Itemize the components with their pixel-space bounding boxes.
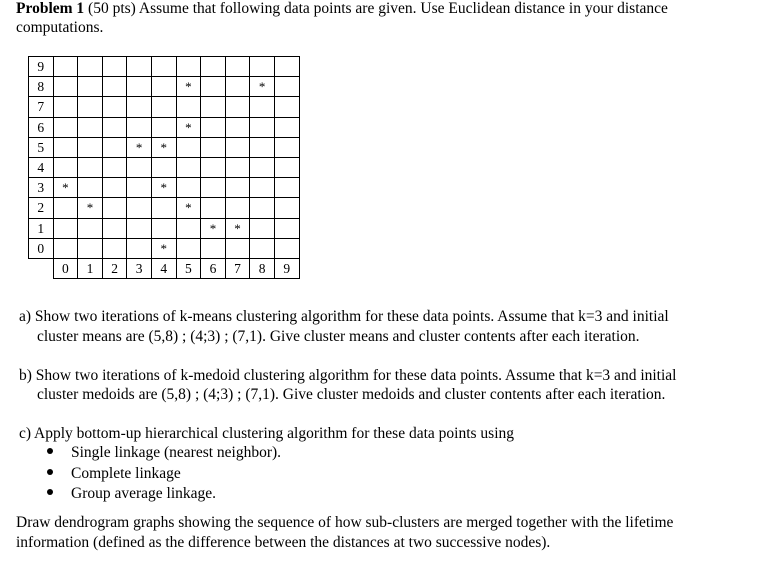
grid-cell — [102, 238, 127, 258]
bullet-text: Single linkage (nearest neighbor). — [71, 444, 282, 461]
x-axis-label: 0 — [53, 258, 78, 278]
grid-cell — [102, 178, 127, 198]
y-axis-label: 6 — [29, 117, 54, 137]
grid-cell — [201, 178, 226, 198]
grid-cell — [201, 117, 226, 137]
bullet-complete-linkage — [47, 464, 181, 483]
grid-cell — [250, 97, 275, 117]
y-axis-label: 5 — [29, 137, 54, 157]
grid-cell — [176, 218, 201, 238]
grid-cell — [53, 238, 78, 258]
x-axis-label: 5 — [176, 258, 201, 278]
grid-cell — [250, 157, 275, 177]
grid-cell — [274, 117, 299, 137]
grid-cell — [225, 157, 250, 177]
grid-cell — [127, 117, 152, 137]
grid-row — [29, 218, 300, 238]
grid-cell — [127, 57, 152, 77]
y-axis-label: 0 — [29, 238, 54, 258]
grid-cell — [225, 117, 250, 137]
bullet-icon — [47, 469, 53, 475]
x-axis-label: 4 — [151, 258, 176, 278]
grid-cell — [78, 178, 103, 198]
grid-cell — [78, 117, 103, 137]
grid-cell — [78, 57, 103, 77]
grid-corner — [29, 258, 54, 278]
grid-cell — [225, 57, 250, 77]
grid-cell — [250, 218, 275, 238]
grid-cell — [127, 77, 152, 97]
grid-cell — [225, 97, 250, 117]
problem-statement-line2: computations. — [16, 19, 104, 36]
y-axis-label: 8 — [29, 77, 54, 97]
grid-cell — [127, 157, 152, 177]
grid-cell — [225, 137, 250, 157]
closing-line1: Draw dendrogram graphs showing the sequence of how sub-clusters are merged together with the lifetime — [16, 514, 674, 531]
grid-cell — [53, 57, 78, 77]
grid-cell — [225, 178, 250, 198]
grid-cell — [53, 157, 78, 177]
grid-cell — [151, 117, 176, 137]
grid-cell — [176, 157, 201, 177]
bullet-icon — [47, 489, 53, 495]
bullet-group-average-linkage — [47, 484, 216, 503]
grid-cell — [151, 218, 176, 238]
grid-cell — [201, 157, 226, 177]
grid-cell — [250, 178, 275, 198]
question-a-line2: cluster means are (5,8) ; (4;3) ; (7,1). Give cluster means and cluster contents after each iteration. — [37, 328, 640, 345]
grid-cell — [127, 218, 152, 238]
bullet-text: Complete linkage — [71, 465, 181, 482]
data-point-marker: * — [127, 137, 152, 157]
problem-label: Problem 1 — [16, 0, 85, 17]
data-point-marker: * — [176, 198, 201, 218]
bullet-text: Group average linkage. — [71, 485, 217, 502]
grid-cell — [102, 137, 127, 157]
data-point-marker: * — [201, 218, 226, 238]
grid-cell — [151, 198, 176, 218]
grid-cell — [127, 178, 152, 198]
grid-cell — [201, 57, 226, 77]
grid-cell — [151, 157, 176, 177]
grid-cell — [53, 117, 78, 137]
grid-cell — [78, 77, 103, 97]
y-axis-label: 9 — [29, 57, 54, 77]
grid-cell — [274, 157, 299, 177]
y-axis-label: 7 — [29, 97, 54, 117]
grid-cell — [151, 57, 176, 77]
grid-cell — [127, 198, 152, 218]
grid-cell — [127, 238, 152, 258]
grid-cell — [53, 218, 78, 238]
grid-cell — [176, 238, 201, 258]
y-axis-label: 4 — [29, 157, 54, 177]
grid-cell — [250, 117, 275, 137]
problem-statement-line1 — [16, 0, 668, 18]
bullet-single-linkage — [47, 443, 281, 462]
grid-cell — [53, 97, 78, 117]
grid-cell — [102, 117, 127, 137]
data-point-marker: * — [176, 117, 201, 137]
grid-cell — [201, 137, 226, 157]
grid-cell — [53, 137, 78, 157]
grid-cell — [176, 178, 201, 198]
bullet-icon — [47, 448, 53, 454]
grid-cell — [201, 238, 226, 258]
grid-cell — [176, 97, 201, 117]
grid-cell — [78, 137, 103, 157]
data-point-marker: * — [78, 198, 103, 218]
grid-cell — [102, 77, 127, 97]
problem-statement-text: Assume that following data points are given. Use Euclidean distance in your distance — [138, 0, 668, 17]
grid-row — [29, 178, 300, 198]
grid-cell — [78, 97, 103, 117]
grid-cell — [102, 97, 127, 117]
grid-cell — [274, 57, 299, 77]
x-axis-label: 6 — [201, 258, 226, 278]
problem-points: (50 pts) — [88, 0, 136, 17]
grid-cell — [151, 77, 176, 97]
grid-cell — [102, 218, 127, 238]
grid-cell — [78, 218, 103, 238]
grid-cell — [201, 97, 226, 117]
grid-cell — [151, 97, 176, 117]
y-axis-label: 2 — [29, 198, 54, 218]
grid-cell — [225, 198, 250, 218]
y-axis-label: 1 — [29, 218, 54, 238]
grid-row — [29, 198, 300, 218]
grid-cell — [102, 57, 127, 77]
grid-cell — [127, 97, 152, 117]
grid-cell — [250, 198, 275, 218]
grid-cell — [78, 157, 103, 177]
grid-row — [29, 97, 300, 117]
grid-cell — [78, 238, 103, 258]
question-c-line1: c) Apply bottom-up hierarchical clustering algorithm for these data points using — [19, 425, 515, 442]
grid-cell — [274, 77, 299, 97]
x-axis-row — [29, 258, 300, 278]
grid-cell — [250, 57, 275, 77]
x-axis-label: 2 — [102, 258, 127, 278]
data-point-marker: * — [151, 137, 176, 157]
grid-cell — [274, 238, 299, 258]
grid-cell — [53, 77, 78, 97]
x-axis-label: 8 — [250, 258, 275, 278]
grid-cell — [176, 57, 201, 77]
grid-cell — [102, 198, 127, 218]
grid-cell — [225, 238, 250, 258]
grid-cell — [201, 198, 226, 218]
data-point-marker: * — [250, 77, 275, 97]
question-b-line2: cluster medoids are (5,8) ; (4;3) ; (7,1). Give cluster medoids and cluster contents after each iteration. — [37, 386, 666, 403]
grid-cell — [274, 198, 299, 218]
grid-row — [29, 117, 300, 137]
grid-cell — [201, 77, 226, 97]
y-axis-label: 3 — [29, 178, 54, 198]
data-points-grid — [28, 56, 300, 279]
grid-row — [29, 57, 300, 77]
closing-line2: information (defined as the difference between the distances at two successive nodes). — [16, 534, 551, 551]
grid-cell — [274, 218, 299, 238]
data-point-marker: * — [176, 77, 201, 97]
grid-cell — [53, 198, 78, 218]
x-axis-label: 3 — [127, 258, 152, 278]
grid-row — [29, 137, 300, 157]
grid-cell — [250, 238, 275, 258]
question-a-line1: a) Show two iterations of k-means clustering algorithm for these data points. Assume that k=3 and initial — [19, 308, 669, 325]
grid-cell — [250, 137, 275, 157]
data-point-marker: * — [225, 218, 250, 238]
grid-row — [29, 77, 300, 97]
x-axis-label: 7 — [225, 258, 250, 278]
grid-row — [29, 238, 300, 258]
x-axis-label: 9 — [274, 258, 299, 278]
grid-row — [29, 157, 300, 177]
data-point-marker: * — [151, 238, 176, 258]
grid-cell — [176, 137, 201, 157]
data-point-marker: * — [53, 178, 78, 198]
grid-cell — [274, 178, 299, 198]
question-b-line1: b) Show two iterations of k-medoid clustering algorithm for these data points. Assume that k=3 and initial — [19, 367, 677, 384]
grid-cell — [274, 137, 299, 157]
grid-cell — [274, 97, 299, 117]
data-point-marker: * — [151, 178, 176, 198]
grid-cell — [225, 77, 250, 97]
grid-cell — [102, 157, 127, 177]
x-axis-label: 1 — [78, 258, 103, 278]
